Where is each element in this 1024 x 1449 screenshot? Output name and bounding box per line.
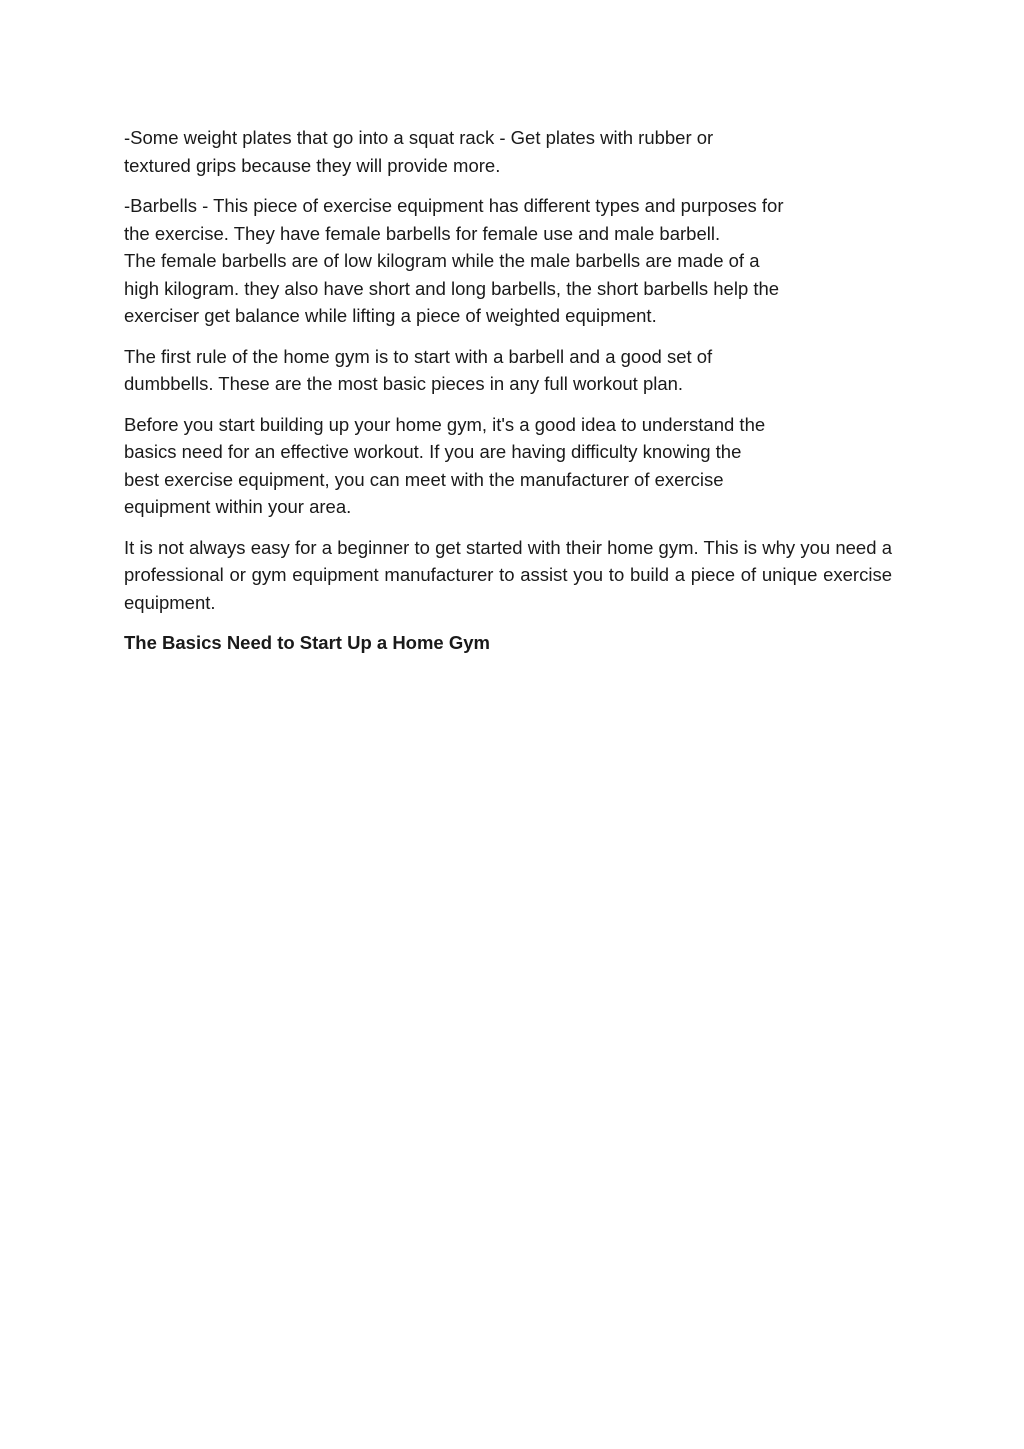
paragraph-weight-plates — [124, 124, 892, 179]
text-line: dumbbells. These are the most basic pieces in any full workout plan. — [124, 373, 684, 394]
text-line: basics need for an effective workout. If you are having difficulty knowing the — [124, 441, 742, 462]
document-page — [124, 124, 892, 670]
paragraph-barbells — [124, 192, 892, 330]
text-line: The first rule of the home gym is to start with a barbell and a good set of — [124, 345, 713, 367]
text-line: The female barbells are of low kilogram while the male barbells are made of a — [124, 250, 760, 271]
text-line: the exercise. They have female barbells for female use and male barbell. — [124, 222, 721, 244]
text-line: best exercise equipment, you can meet with the manufacturer of exercise — [124, 468, 724, 490]
paragraph-beginner: It is not always easy for a beginner to get started with their home gym. This is why you need a professional or gym equipment manufacturer to assist you to build a piece of unique exercise equipment. — [124, 536, 892, 613]
text-line: exerciser get balance while lifting a piece of weighted equipment. — [124, 305, 657, 326]
text-line: -Some weight plates that go into a squat rack - Get plates with rubber or — [124, 127, 714, 148]
paragraph-before-you-start — [124, 411, 892, 521]
paragraph-first-rule — [124, 343, 892, 398]
text-line: equipment within your area. — [124, 496, 352, 517]
text-line: -Barbells - This piece of exercise equipment has different types and purposes for — [124, 195, 784, 216]
text-line: textured grips because they will provide more. — [124, 154, 501, 176]
section-heading: The Basics Need to Start Up a Home Gym — [124, 632, 490, 653]
text-line: high kilogram. they also have short and long barbells, the short barbells help the — [124, 277, 780, 299]
text-line: Before you start building up your home gym, it's a good idea to understand the — [124, 413, 766, 435]
